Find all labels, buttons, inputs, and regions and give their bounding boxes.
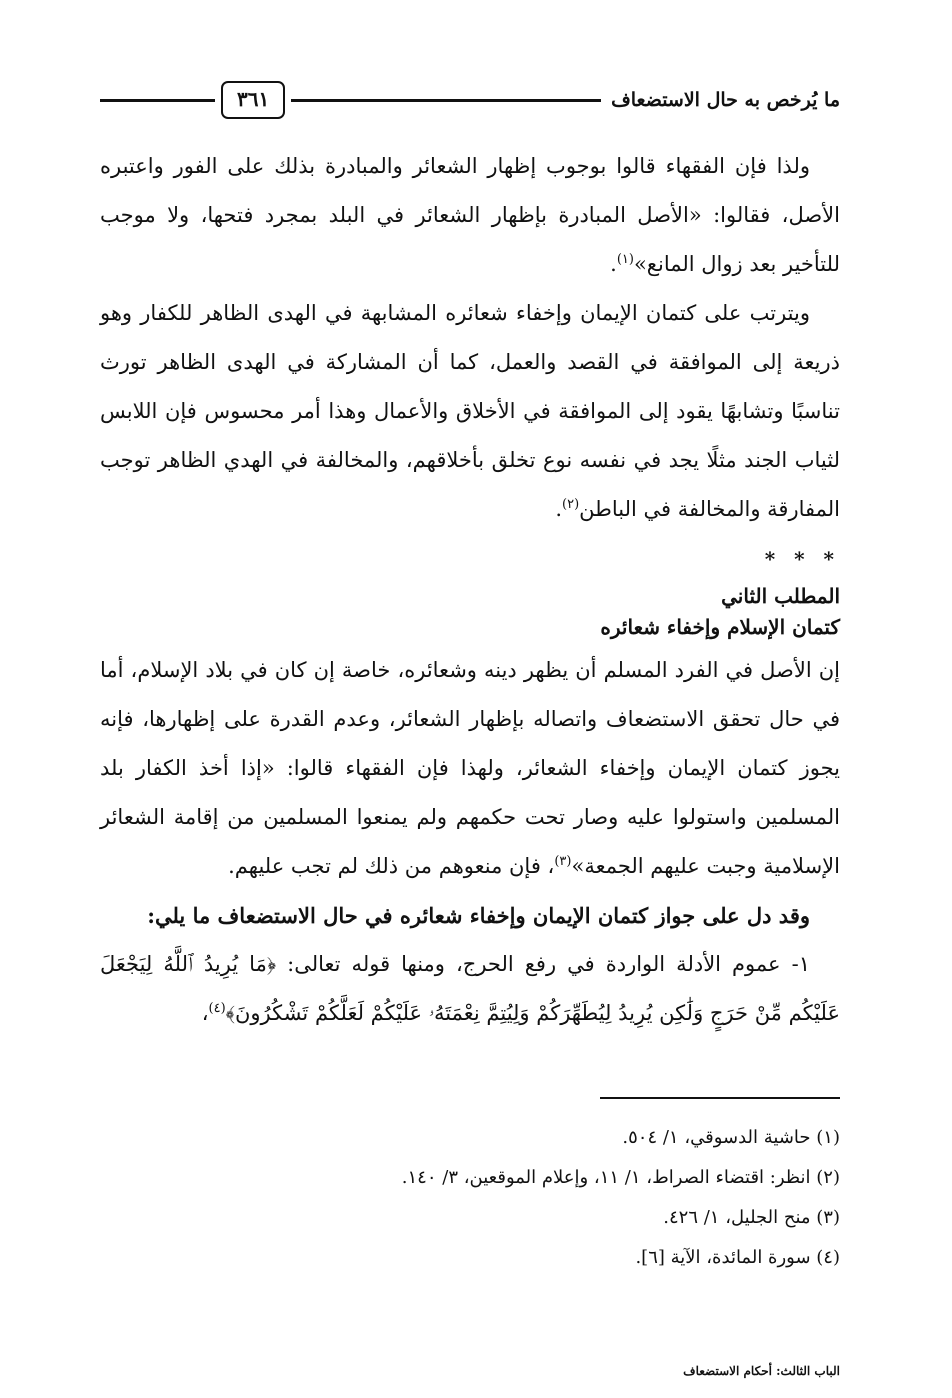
running-header xyxy=(100,78,840,122)
paragraph-4: وقد دل على جواز كتمان الإيمان وإخفاء شعائره في حال الاستضعاف ما يلي: xyxy=(147,903,810,928)
body-text xyxy=(100,142,840,1038)
header-rule-left xyxy=(100,99,215,102)
paragraph-5: ١- عموم الأدلة الواردة في رفع الحرج، ومنها قوله تعالى: ﴿مَا يُرِيدُ ٱللَّهُ لِيَجْعَلَ عَلَيْكُم مِّنْ حَرَجٍ وَلَٰكِن يُرِيدُ لِيُطَهِّرَكُمْ وَلِيُتِمَّ نِعْمَتَهُۥ عَلَيْكُمْ لَعَلَّكُمْ تَشْكُرُونَ﴾$^{(٤)}$، xyxy=(100,952,840,1025)
footnotes xyxy=(100,1118,840,1278)
paragraph-1: ولذا فإن الفقهاء قالوا بوجوب إظهار الشعائر والمبادرة بذلك على الفور واعتبره الأصل، فقالوا: «الأصل المبادرة بإظهار الشعائر في البلد بمجرد فتحها، ولا موجب للتأخير بعد زوال المانع»$^{(١)}$. xyxy=(100,154,840,276)
footnote-ref-2: (٢) xyxy=(562,497,580,512)
section-title: المطلب الثاني xyxy=(721,584,840,608)
footnote-1: (١) حاشية الدسوقي، ١/ ٥٠٤. xyxy=(622,1127,840,1148)
footnote-3: (٣) منح الجليل، ١/ ٤٢٦. xyxy=(663,1207,840,1228)
section-subtitle: كتمان الإسلام وإخفاء شعائره xyxy=(600,615,840,639)
paragraph-2: ويترتب على كتمان الإيمان وإخفاء شعائره المشابهة في الهدى الظاهر للكفار وهو ذريعة إلى الموافقة في القصد والعمل، كما أن المشاركة في الهدى الظاهر تورث تناسبًا وتشابهًا يقود إلى الموافقة في الأخلاق والأعمال وهذا أمر محسوس فإن اللابس لثياب الجند مثلًا يجد في نفسه نوع تخلق بأخلاقهم، والمخالفة في الهدي الظاهر توجب المفارقة والمخالفة في الباطن$^{(٢)}$. xyxy=(100,301,840,521)
footnote-ref-1: (١) xyxy=(616,252,634,267)
footnote-ref-4: (٤) xyxy=(208,1001,226,1016)
footnote-divider xyxy=(600,1097,840,1099)
header-rule xyxy=(291,99,601,102)
footnote-ref-3: (٣) xyxy=(554,854,572,869)
section-separator: * * * xyxy=(764,547,840,571)
page-number: ٣٦١ xyxy=(221,81,285,119)
footnote-4: (٤) سورة المائدة، الآية [٦]. xyxy=(635,1247,840,1268)
paragraph-3: إن الأصل في الفرد المسلم أن يظهر دينه وشعائره، خاصة إن كان في بلاد الإسلام، أما في حال تحقق الاستضعاف واتصاله بإظهار الشعائر، وعدم القدرة على إظهارها، فإنه يجوز كتمان الإيمان وإخفاء الشعائر، ولهذا فإن الفقهاء قالوا: «إذا أخذ الكفار بلد المسلمين واستولوا عليه وصار تحت حكمهم ولم يمنعوا المسلمين من إقامة الشعائر الإسلامية وجبت عليهم الجمعة»$^{(٣)}$، فإن منعوهم من ذلك لم تجب عليهم. xyxy=(100,658,840,878)
page-footer: الباب الثالث: أحكام الاستضعاف xyxy=(683,1364,840,1378)
header-title: ما يُرخص به حال الاستضعاف xyxy=(611,89,840,111)
footnote-2: (٢) انظر: اقتضاء الصراط، ١/ ١١، وإعلام الموقعين، ٣/ ١٤٠. xyxy=(401,1167,840,1188)
